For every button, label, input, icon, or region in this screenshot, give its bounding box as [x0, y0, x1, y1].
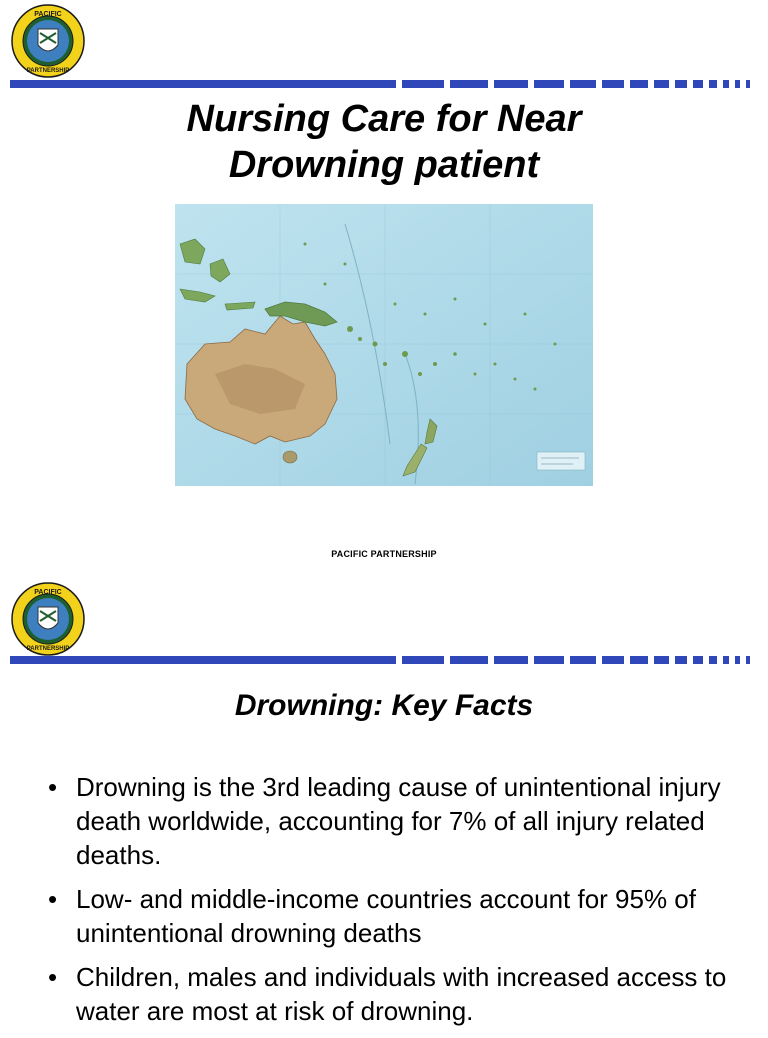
bullet-marker: • — [48, 884, 58, 914]
slide-footer: PACIFIC PARTNERSHIP — [331, 549, 437, 559]
bullet-marker: • — [48, 772, 58, 802]
title-line-2: Drowning patient — [228, 144, 540, 186]
bullet-text: Low- and middle-income countries account for 95% of unintentional drowning deaths — [76, 884, 696, 948]
title-line-1: Nursing Care for Near — [186, 98, 582, 140]
key-facts-slide — [0, 578, 768, 1024]
svg-text:PARTNERSHIP: PARTNERSHIP — [26, 646, 70, 652]
svg-text:PACIFIC: PACIFIC — [34, 11, 62, 18]
key-facts-list — [40, 770, 740, 1038]
pacific-partnership-logo — [10, 581, 86, 657]
slide-title: Drowning: Key Facts — [234, 689, 534, 722]
pacific-partnership-logo — [10, 3, 86, 79]
list-item — [40, 960, 740, 1028]
slide-title — [0, 96, 768, 188]
header-divider — [10, 656, 750, 666]
list-item — [40, 882, 740, 950]
list-item — [40, 770, 740, 872]
svg-text:PARTNERSHIP: PARTNERSHIP — [26, 68, 70, 74]
bullet-marker: • — [48, 962, 58, 992]
pacific-region-map — [175, 204, 593, 486]
bullet-text: Drowning is the 3rd leading cause of unintentional injury death worldwide, accounting for 7% of all injury related deaths. — [76, 772, 721, 870]
header-divider — [10, 80, 750, 90]
bullet-text: Children, males and individuals with increased access to water are most at risk of drowning. — [76, 962, 727, 1026]
svg-text:PACIFIC: PACIFIC — [34, 589, 62, 596]
